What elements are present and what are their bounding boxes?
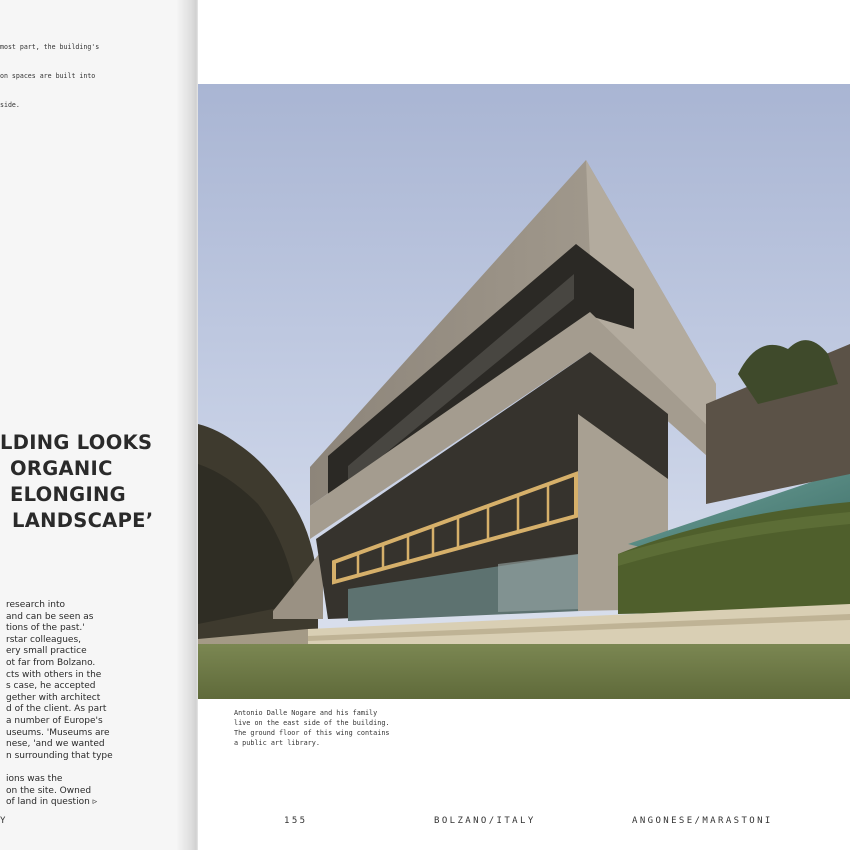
text-line: on spaces are built into bbox=[0, 71, 96, 80]
caption-line: live on the east side of the building. bbox=[234, 719, 390, 727]
body-line: research into bbox=[6, 600, 66, 610]
pull-quote bbox=[0, 430, 196, 534]
text-line: most part, the building's bbox=[0, 43, 100, 52]
left-body-text bbox=[0, 600, 150, 809]
body-line: tions of the past.' bbox=[6, 623, 85, 634]
body-line: of land in question ▹ bbox=[6, 797, 98, 808]
body-line: d of the client. As part bbox=[6, 704, 107, 715]
right-page bbox=[198, 0, 850, 850]
running-head-architects: ANGONESE/MARASTONI bbox=[632, 816, 773, 826]
page-number: 155 bbox=[284, 816, 308, 826]
body-line: on the site. Owned bbox=[6, 785, 92, 796]
caption-line: Antonio Dalle Nogare and his family bbox=[234, 709, 378, 717]
pull-quote-line: LANDSCAPE’ bbox=[12, 509, 154, 532]
body-line: ery small practice bbox=[6, 646, 87, 657]
body-line: and can be seen as bbox=[6, 611, 94, 622]
body-line: ot far from Bolzano. bbox=[6, 657, 96, 668]
body-line: useums. 'Museums are bbox=[6, 727, 110, 738]
body-line: rstar colleagues, bbox=[6, 634, 82, 645]
caption-line: a public art library. bbox=[234, 739, 320, 747]
photo-caption bbox=[234, 708, 434, 748]
lawn bbox=[198, 644, 850, 699]
building-photo bbox=[198, 84, 850, 699]
ground-reflection bbox=[498, 554, 578, 612]
left-page bbox=[0, 0, 196, 850]
pull-quote-line: LDING LOOKS bbox=[0, 431, 153, 454]
pull-quote-line: ORGANIC bbox=[10, 457, 113, 480]
gutter-shadow bbox=[176, 0, 196, 850]
body-line: ions was the bbox=[6, 773, 63, 784]
caption-line: The ground floor of this wing contains bbox=[234, 729, 390, 737]
paragraph-gap bbox=[0, 762, 150, 774]
body-line: s case, he accepted bbox=[6, 681, 96, 692]
text-line: side. bbox=[0, 100, 20, 109]
left-folio: Y bbox=[0, 816, 6, 826]
body-line: n surrounding that type bbox=[6, 750, 113, 761]
body-line: gether with architect bbox=[6, 692, 101, 703]
body-line: a number of Europe's bbox=[6, 715, 103, 726]
body-line: nese, 'and we wanted bbox=[6, 739, 105, 750]
left-top-text bbox=[0, 24, 150, 130]
body-line: cts with others in the bbox=[6, 669, 102, 680]
running-head-location: BOLZANO/ITALY bbox=[434, 816, 536, 826]
pull-quote-line: ELONGING bbox=[10, 483, 126, 506]
